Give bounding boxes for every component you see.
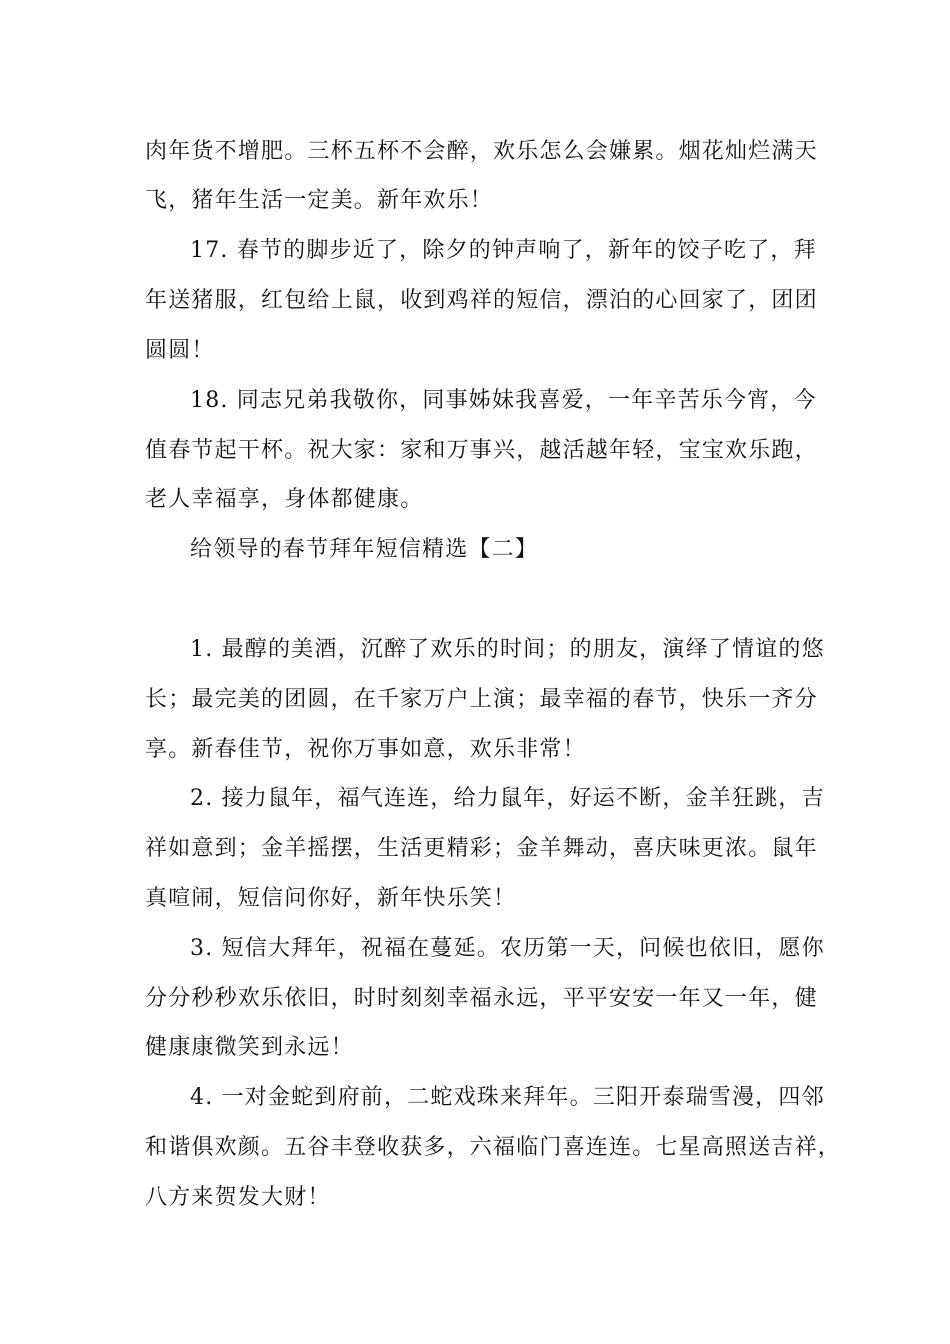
paragraph-line: 1. 最醇的美酒，沉醉了欢乐的时间；的朋友，演绎了情谊的悠 — [190, 637, 825, 662]
paragraph-line: 长；最完美的团圆，在千家万户上演；最幸福的春节，快乐一齐分 — [145, 687, 818, 712]
paragraph-line: 值春节起干杯。祝大家：家和万事兴，越活越年轻，宝宝欢乐跑， — [145, 438, 818, 463]
paragraph-line: 老人幸福享，身体都健康。 — [145, 487, 424, 512]
paragraph-line: 健康康微笑到永远！ — [145, 1035, 354, 1060]
paragraph-line: 肉年货不增肥。三杯五杯不会醉，欢乐怎么会嫌累。烟花灿烂满天 — [145, 139, 818, 164]
paragraph-line: 2. 接力鼠年，福气连连，给力鼠年，好运不断，金羊狂跳，吉 — [190, 786, 825, 811]
paragraph-line: 圆圆！ — [145, 338, 215, 363]
paragraph-line: 祥如意到；金羊摇摆，生活更精彩；金羊舞动，喜庆味更浓。鼠年 — [145, 836, 818, 861]
paragraph-line: 3. 短信大拜年，祝福在蔓延。农历第一天，问候也依旧，愿你 — [190, 936, 825, 961]
paragraph-line: 18. 同志兄弟我敬你，同事姊妹我喜爱，一年辛苦乐今宵，今 — [190, 388, 817, 413]
paragraph-line: 享。新春佳节，祝你万事如意，欢乐非常！ — [145, 737, 586, 762]
paragraph-line: 真喧闹，短信问你好，新年快乐笑！ — [145, 886, 517, 911]
section-heading: 给领导的春节拜年短信精选【二】 — [190, 537, 539, 562]
paragraph-line: 17. 春节的脚步近了，除夕的钟声响了，新年的饺子吃了，拜 — [190, 238, 817, 263]
paragraph-line: 分分秒秒欢乐依旧，时时刻刻幸福永远，平平安安一年又一年，健 — [145, 986, 818, 1011]
paragraph-line: 八方来贺发大财！ — [145, 1185, 331, 1210]
paragraph-line: 年送猪服，红包给上鼠，收到鸡祥的短信，漂泊的心回家了，团团 — [145, 288, 818, 313]
paragraph-line: 和谐俱欢颜。五谷丰登收获多，六福临门喜连连。七星高照送吉祥， — [145, 1135, 842, 1160]
paragraph-line: 飞，猪年生活一定美。新年欢乐！ — [145, 188, 494, 213]
paragraph-line: 4. 一对金蛇到府前，二蛇戏珠来拜年。三阳开泰瑞雪漫，四邻 — [190, 1085, 825, 1110]
